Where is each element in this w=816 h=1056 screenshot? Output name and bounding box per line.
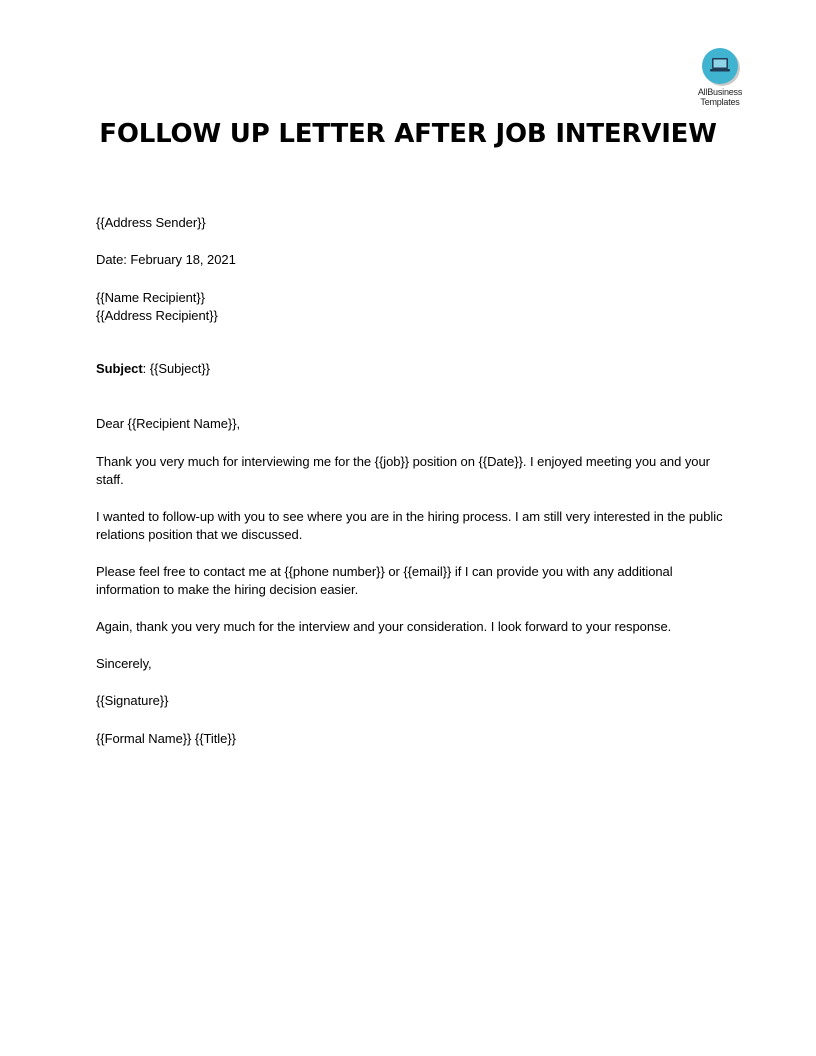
address-sender: {{Address Sender}} (96, 215, 206, 230)
subject-value: : {{Subject}} (142, 361, 210, 376)
logo-text-line1: AllBusiness (697, 87, 743, 97)
paragraph-follow-up: I wanted to follow-up with you to see where you are in the hiring process. I am still very interested in the public relations position that we discussed. (96, 509, 723, 542)
subject-line (96, 360, 210, 378)
allbusiness-templates-logo (688, 48, 752, 107)
closing: Sincerely, (96, 656, 152, 671)
signature: {{Signature}} (96, 693, 169, 708)
subject-label: Subject (96, 361, 143, 376)
salutation: Dear {{Recipient Name}}, (96, 416, 241, 431)
logo-text-line2: Templates (700, 97, 740, 107)
logo-text (688, 87, 752, 107)
letter-date: Date: February 18, 2021 (96, 252, 236, 267)
paragraph-contact: Please feel free to contact me at {{phone number}} or {{email}} if I can provide you with any additional information to make the hiring decision easier. (96, 564, 673, 597)
laptop-icon (708, 56, 732, 76)
document-title: FOLLOW UP LETTER AFTER JOB INTERVIEW (99, 119, 717, 149)
name-recipient: {{Name Recipient}} (96, 290, 205, 305)
logo-badge (702, 48, 738, 84)
paragraph-closing-thanks: Again, thank you very much for the interview and your consideration. I look forward to your response. (96, 619, 672, 634)
paragraph-thanks: Thank you very much for interviewing me for the {{job}} position on {{Date}}. I enjoyed meeting you and your staff. (96, 454, 710, 487)
address-recipient: {{Address Recipient}} (96, 308, 218, 323)
formal-name-title: {{Formal Name}} {{Title}} (96, 731, 236, 746)
